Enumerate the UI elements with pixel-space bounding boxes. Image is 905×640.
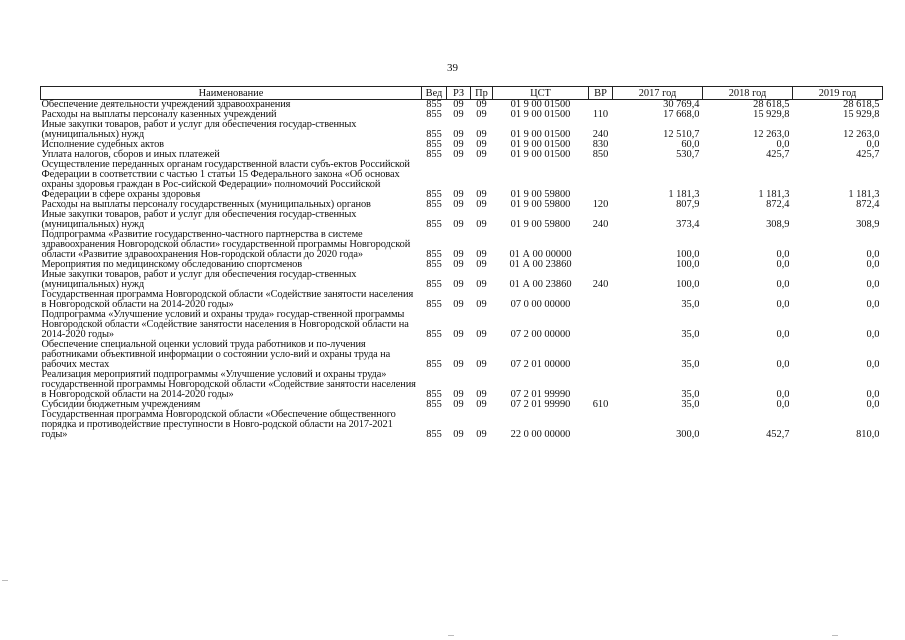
cell-y2019: 810,0 xyxy=(856,429,880,440)
cell-cst: 22 0 00 00000 xyxy=(510,429,571,440)
cell-vr: 850 xyxy=(592,149,609,160)
cell-cst: 01 9 00 01500 xyxy=(510,139,571,150)
cell-vr xyxy=(589,370,613,400)
cell-cst: 07 0 00 00000 xyxy=(510,299,571,310)
cell-name: Осуществление переданных органам государственной власти субъ-ектов Российской Федерации в соответствии с частью 1 статьи 15 Федерального закона «Об основах охраны здоровья граждан в Рос-сийской Федерации» полномочий Российской Федерации в сфере охраны здоровья xyxy=(41,159,410,200)
cell-pr: 09 xyxy=(476,129,487,140)
cell-pr: 09 xyxy=(476,109,487,120)
cell-y2018: 0,0 xyxy=(776,139,790,150)
cell-rz: 09 xyxy=(453,359,464,370)
header-ved: Вед xyxy=(422,87,447,100)
table-row xyxy=(41,230,883,260)
cell-pr: 09 xyxy=(476,389,487,400)
cell-ved: 855 xyxy=(426,249,442,260)
cell-name: Иные закупки товаров, работ и услуг для обеспечения государ-ственных (муниципальных) нужд xyxy=(41,209,357,230)
cell-rz: 09 xyxy=(453,149,464,160)
cell-pr: 09 xyxy=(476,149,487,160)
cell-ved: 855 xyxy=(426,359,442,370)
cell-name: Подпрограмма «Развитие государственно-частного партнерства в системе здравоохранения Новгородской области» государственной программы Новгородской области «Развитие здравоохранения Нов-городской области до 2020 года» xyxy=(41,229,411,260)
scan-mark xyxy=(448,635,454,636)
cell-y2018: 0,0 xyxy=(776,249,790,260)
cell-cst: 01 9 00 01500 xyxy=(510,149,571,160)
header-rz: РЗ xyxy=(447,87,471,100)
cell-cst: 01 А 00 23860 xyxy=(509,279,572,290)
table-row xyxy=(41,290,883,310)
cell-ved: 855 xyxy=(426,259,442,270)
cell-rz: 09 xyxy=(453,219,464,230)
page-number: 39 xyxy=(447,62,458,74)
cell-y2017: 12 510,7 xyxy=(663,129,700,140)
cell-vr xyxy=(589,230,613,260)
cell-ved: 855 xyxy=(426,389,442,400)
cell-y2019: 28 618,5 xyxy=(843,99,880,110)
cell-y2017: 17 668,0 xyxy=(663,109,700,120)
header-pr: Пр xyxy=(471,87,493,100)
header-2018: 2018 год xyxy=(703,87,793,100)
cell-y2019: 0,0 xyxy=(866,359,880,370)
cell-y2018: 0,0 xyxy=(776,389,790,400)
budget-table xyxy=(40,86,883,440)
cell-y2017: 300,0 xyxy=(676,429,700,440)
cell-rz: 09 xyxy=(453,109,464,120)
cell-pr: 09 xyxy=(476,199,487,210)
cell-y2017: 35,0 xyxy=(681,389,700,400)
cell-vr xyxy=(589,310,613,340)
cell-ved: 855 xyxy=(426,109,442,120)
cell-name: Мероприятия по медицинскому обследованию спортсменов xyxy=(41,259,303,270)
cell-name: Обеспечение специальной оценки условий труда работников и по-лучения работниками объективной информации о состоянии усло-вий и охраны труда на рабочих местах xyxy=(41,339,391,370)
cell-vr: 830 xyxy=(592,139,609,150)
table-row xyxy=(41,270,883,290)
cell-y2018: 0,0 xyxy=(776,259,790,270)
cell-y2019: 0,0 xyxy=(866,329,880,340)
table-row xyxy=(41,370,883,400)
cell-rz: 09 xyxy=(453,259,464,270)
cell-y2018: 1 181,3 xyxy=(758,189,790,200)
cell-vr: 240 xyxy=(592,279,609,290)
cell-name: Исполнение судебных актов xyxy=(41,139,164,150)
header-vr: ВР xyxy=(589,87,613,100)
cell-vr: 610 xyxy=(592,399,609,410)
cell-y2019: 0,0 xyxy=(866,139,880,150)
cell-cst: 07 2 00 00000 xyxy=(510,329,571,340)
cell-vr: 120 xyxy=(592,199,609,210)
cell-rz: 09 xyxy=(453,329,464,340)
cell-y2018: 872,4 xyxy=(766,199,790,210)
cell-cst: 01 9 00 01500 xyxy=(510,109,571,120)
cell-cst: 07 2 01 99990 xyxy=(510,389,571,400)
cell-y2019: 0,0 xyxy=(866,399,880,410)
cell-pr: 09 xyxy=(476,139,487,150)
header-name: Наименование xyxy=(41,87,422,100)
cell-ved: 855 xyxy=(426,219,442,230)
cell-rz: 09 xyxy=(453,99,464,110)
cell-y2018: 0,0 xyxy=(776,279,790,290)
cell-pr: 09 xyxy=(476,329,487,340)
header-2019: 2019 год xyxy=(793,87,883,100)
cell-y2019: 0,0 xyxy=(866,389,880,400)
cell-y2018: 28 618,5 xyxy=(753,99,790,110)
cell-ved: 855 xyxy=(426,399,442,410)
cell-pr: 09 xyxy=(476,99,487,110)
cell-cst: 07 2 01 00000 xyxy=(510,359,571,370)
cell-vr xyxy=(589,410,613,440)
cell-y2019: 12 263,0 xyxy=(843,129,880,140)
cell-y2018: 0,0 xyxy=(776,299,790,310)
cell-ved: 855 xyxy=(426,129,442,140)
cell-rz: 09 xyxy=(453,279,464,290)
cell-name: Расходы на выплаты персоналу казенных учреждений xyxy=(41,109,277,120)
cell-y2017: 60,0 xyxy=(681,139,700,150)
cell-ved: 855 xyxy=(426,329,442,340)
table-row xyxy=(41,120,883,140)
cell-pr: 09 xyxy=(476,219,487,230)
cell-y2018: 425,7 xyxy=(766,149,790,160)
cell-vr: 240 xyxy=(592,219,609,230)
cell-pr: 09 xyxy=(476,299,487,310)
cell-y2018: 308,9 xyxy=(766,219,790,230)
cell-ved: 855 xyxy=(426,99,442,110)
cell-name: Субсидии бюджетным учреждениям xyxy=(41,399,201,410)
cell-y2019: 0,0 xyxy=(866,299,880,310)
table-row xyxy=(41,340,883,370)
cell-name: Государственная программа Новгородской области «Содействие занятости населения в Новгородской области на 2014-2020 годы» xyxy=(41,289,414,310)
cell-y2017: 35,0 xyxy=(681,329,700,340)
cell-name: Расходы на выплаты персоналу государственных (муниципальных) органов xyxy=(41,199,371,210)
cell-pr: 09 xyxy=(476,399,487,410)
cell-y2019: 0,0 xyxy=(866,259,880,270)
table-row xyxy=(41,310,883,340)
header-2017: 2017 год xyxy=(613,87,703,100)
cell-rz: 09 xyxy=(453,299,464,310)
cell-y2019: 1 181,3 xyxy=(848,189,880,200)
cell-pr: 09 xyxy=(476,259,487,270)
cell-cst: 07 2 01 99990 xyxy=(510,399,571,410)
cell-rz: 09 xyxy=(453,399,464,410)
cell-rz: 09 xyxy=(453,129,464,140)
cell-y2018: 12 263,0 xyxy=(753,129,790,140)
cell-y2018: 452,7 xyxy=(766,429,790,440)
table-row xyxy=(41,160,883,200)
cell-vr xyxy=(589,160,613,200)
cell-name: Иные закупки товаров, работ и услуг для обеспечения государ-ственных (муниципальных) нужд xyxy=(41,269,357,290)
cell-ved: 855 xyxy=(426,299,442,310)
cell-vr: 110 xyxy=(592,109,609,120)
cell-ved: 855 xyxy=(426,189,442,200)
cell-cst: 01 А 00 23860 xyxy=(509,259,572,270)
cell-cst: 01 9 00 59800 xyxy=(510,219,571,230)
cell-y2017: 30 769,4 xyxy=(663,99,700,110)
cell-y2017: 35,0 xyxy=(681,399,700,410)
cell-name: Иные закупки товаров, работ и услуг для обеспечения государ-ственных (муниципальных) нужд xyxy=(41,119,357,140)
cell-y2019: 872,4 xyxy=(856,199,880,210)
cell-rz: 09 xyxy=(453,249,464,260)
cell-name: Подпрограмма «Улучшение условий и охраны труда» государ-ственной программы Новгородской области «Содействие занятости населения в Новгородской области на 2014-2020 годы» xyxy=(41,309,409,340)
cell-y2017: 100,0 xyxy=(676,249,700,260)
cell-name: Уплата налогов, сборов и иных платежей xyxy=(41,149,220,160)
cell-rz: 09 xyxy=(453,139,464,150)
cell-name: Обеспечение деятельности учреждений здравоохранения xyxy=(41,99,291,110)
cell-ved: 855 xyxy=(426,279,442,290)
cell-y2017: 373,4 xyxy=(676,219,700,230)
table-body xyxy=(41,100,883,441)
cell-cst: 01 А 00 00000 xyxy=(509,249,572,260)
cell-y2019: 425,7 xyxy=(856,149,880,160)
cell-y2017: 35,0 xyxy=(681,359,700,370)
cell-y2017: 100,0 xyxy=(676,259,700,270)
cell-vr xyxy=(589,340,613,370)
table-row xyxy=(41,410,883,440)
table-row xyxy=(41,210,883,230)
cell-cst: 01 9 00 01500 xyxy=(510,129,571,140)
scan-mark xyxy=(2,580,8,581)
cell-cst: 01 9 00 59800 xyxy=(510,189,571,200)
cell-pr: 09 xyxy=(476,429,487,440)
cell-y2019: 308,9 xyxy=(856,219,880,230)
cell-ved: 855 xyxy=(426,149,442,160)
cell-vr xyxy=(589,260,613,270)
header-cst: ЦСТ xyxy=(493,87,589,100)
cell-y2018: 0,0 xyxy=(776,399,790,410)
cell-ved: 855 xyxy=(426,139,442,150)
scan-mark xyxy=(832,635,838,636)
cell-y2018: 0,0 xyxy=(776,359,790,370)
cell-cst: 01 9 00 01500 xyxy=(510,99,571,110)
cell-ved: 855 xyxy=(426,199,442,210)
cell-vr: 240 xyxy=(592,129,609,140)
cell-name: Государственная программа Новгородской области «Обеспечение общественного порядка и противодействие преступности в Новго-родской области на 2017-2021 годы» xyxy=(41,409,396,440)
cell-y2019: 15 929,8 xyxy=(843,109,880,120)
cell-vr xyxy=(589,290,613,310)
cell-y2017: 1 181,3 xyxy=(668,189,700,200)
cell-y2017: 100,0 xyxy=(676,279,700,290)
cell-pr: 09 xyxy=(476,279,487,290)
cell-y2017: 530,7 xyxy=(676,149,700,160)
table-header-row xyxy=(41,87,883,100)
cell-y2017: 35,0 xyxy=(681,299,700,310)
cell-y2019: 0,0 xyxy=(866,279,880,290)
cell-rz: 09 xyxy=(453,199,464,210)
cell-y2018: 0,0 xyxy=(776,329,790,340)
cell-rz: 09 xyxy=(453,429,464,440)
cell-pr: 09 xyxy=(476,359,487,370)
cell-y2019: 0,0 xyxy=(866,249,880,260)
cell-y2017: 807,9 xyxy=(676,199,700,210)
cell-rz: 09 xyxy=(453,389,464,400)
cell-ved: 855 xyxy=(426,429,442,440)
cell-rz: 09 xyxy=(453,189,464,200)
cell-pr: 09 xyxy=(476,249,487,260)
cell-y2018: 15 929,8 xyxy=(753,109,790,120)
cell-pr: 09 xyxy=(476,189,487,200)
cell-name: Реализация мероприятий подпрограммы «Улучшение условий и охраны труда» государственной программы Новгородской области «Содействие занятости населения в Новгородской области на 2014-2020 годы» xyxy=(41,369,416,400)
cell-cst: 01 9 00 59800 xyxy=(510,199,571,210)
